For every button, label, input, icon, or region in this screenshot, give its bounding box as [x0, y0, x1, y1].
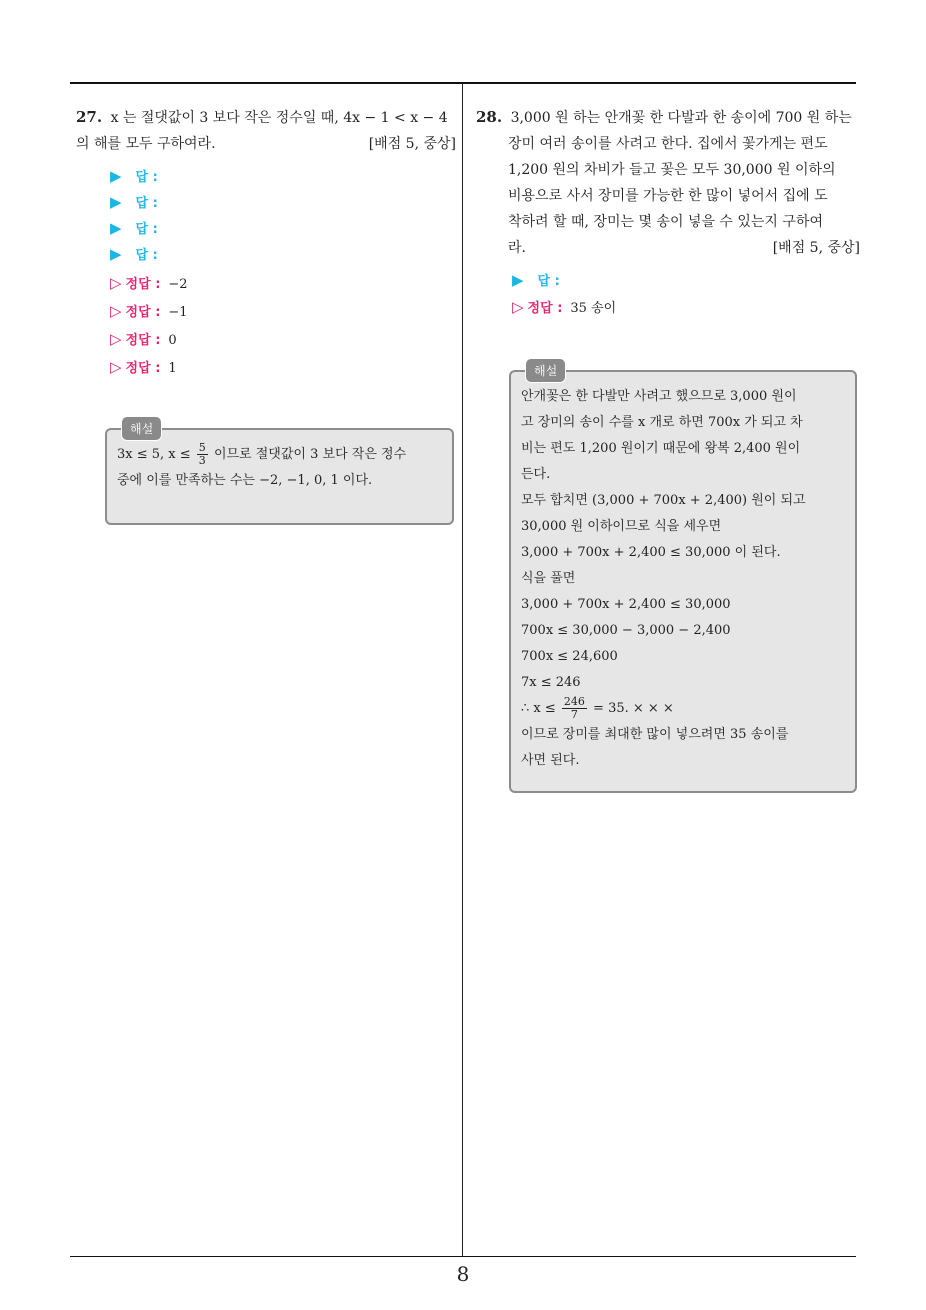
filled-triangle-icon: ▶	[110, 219, 122, 237]
page-number: 8	[456, 1262, 470, 1286]
explanation-line: 식을 풀면	[521, 571, 576, 586]
question-text-line: 의 해를 모두 구하여라.	[76, 136, 216, 152]
fraction	[197, 442, 208, 467]
answer-list	[512, 267, 860, 293]
explanation-text: 이므로 절댓값이 3 보다 작은 정수	[213, 447, 407, 462]
solution-value: 1	[168, 361, 177, 376]
explanation-line	[117, 442, 442, 468]
filled-triangle-icon: ▶	[110, 167, 122, 185]
solution-label: 정답 :	[527, 301, 563, 316]
explanation-line: 모두 합치면 (3,000 + 700x + 2,400) 원이 되고	[521, 493, 806, 508]
explanation-tag: 해설	[121, 416, 162, 441]
filled-triangle-icon: ▶	[110, 245, 122, 263]
outline-triangle-icon: ▷	[110, 358, 122, 376]
outline-triangle-icon: ▷	[110, 274, 122, 292]
outline-triangle-icon: ▷	[110, 302, 122, 320]
score-meta: [배점 5, 중상]	[368, 136, 456, 152]
answer-row	[512, 267, 860, 293]
solution-value: −2	[168, 277, 188, 292]
question-text-line: 비용으로 사서 장미를 가능한 한 많이 넣어서 집에 도	[508, 188, 828, 204]
question-27	[76, 104, 456, 381]
score-meta: [배점 5, 중상]	[772, 240, 860, 256]
answer-row	[110, 163, 456, 189]
explanation-text: = 35. × × ×	[593, 701, 674, 716]
explanation-line: 700x ≤ 24,600	[521, 649, 618, 664]
question-text-line: x 는 절댓값이 3 보다 작은 정수일 때, 4x − 1 < x − 4	[110, 110, 448, 126]
explanation-line: 7x ≤ 246	[521, 675, 581, 690]
fraction-numerator: 246	[563, 695, 585, 708]
explanation-line: 이므로 장미를 최대한 많이 넣으려면 35 송이를	[521, 727, 789, 742]
explanation-line: 중에 이를 만족하는 수는 −2, −1, 0, 1 이다.	[117, 473, 373, 488]
explanation-line	[521, 696, 845, 722]
column-divider	[462, 84, 463, 1256]
answer-row	[110, 215, 456, 241]
answer-label: 답 :	[135, 196, 158, 211]
explanation-line: 비는 편도 1,200 원이기 때문에 왕복 2,400 원이	[521, 441, 801, 456]
outline-triangle-icon: ▷	[110, 330, 122, 348]
explanation-line: 30,000 원 이하이므로 식을 세우면	[521, 519, 722, 534]
explanation-line: 3,000 + 700x + 2,400 ≤ 30,000 이 된다.	[521, 545, 781, 560]
explanation-line: 안개꽃은 한 다발만 사려고 했으므로 3,000 원이	[521, 389, 797, 404]
question-text-line: 착하려 할 때, 장미는 몇 송이 넣을 수 있는지 구하여	[508, 214, 823, 230]
explanation-box-28	[509, 364, 857, 793]
explanation-line: 고 장미의 송이 수를 x 개로 하면 700x 가 되고 차	[521, 415, 803, 430]
solution-label: 정답 :	[125, 333, 161, 348]
filled-triangle-icon: ▶	[512, 271, 524, 289]
solution-list	[110, 269, 456, 381]
answer-label: 답 :	[135, 248, 158, 263]
question-number: 28.	[476, 108, 503, 126]
explanation-text: 3x ≤ 5, x ≤	[117, 447, 191, 462]
solution-label: 정답 :	[125, 305, 161, 320]
answer-label: 답 :	[135, 222, 158, 237]
fraction-denominator: 7	[570, 708, 578, 721]
footer-rule	[70, 1256, 856, 1257]
solution-value: 0	[168, 333, 177, 348]
question-text-line: 장미 여러 송이를 사려고 한다. 집에서 꽃가게는 편도	[508, 136, 828, 152]
solution-row	[110, 325, 456, 353]
answer-row	[110, 189, 456, 215]
solution-label: 정답 :	[125, 361, 161, 376]
filled-triangle-icon: ▶	[110, 193, 122, 211]
solution-row	[110, 353, 456, 381]
fraction	[562, 696, 587, 721]
question-text-line: 1,200 원의 차비가 들고 꽃은 모두 30,000 원 이하의	[508, 162, 836, 178]
solution-row	[512, 293, 860, 321]
question-text-line: 3,000 원 하는 안개꽃 한 다발과 한 송이에 700 원 하는	[510, 110, 852, 126]
explanation-line: 사면 된다.	[521, 753, 580, 768]
fraction-numerator: 5	[198, 441, 206, 454]
solution-value: −1	[168, 305, 188, 320]
question-number: 27.	[76, 108, 103, 126]
explanation-text: ∴ x ≤	[521, 701, 556, 716]
outline-triangle-icon: ▷	[512, 298, 524, 316]
fraction-denominator: 3	[198, 454, 206, 467]
answer-label: 답 :	[537, 274, 560, 289]
question-28	[476, 104, 860, 321]
answer-label: 답 :	[135, 170, 158, 185]
solution-label: 정답 :	[125, 277, 161, 292]
explanation-tag: 해설	[525, 358, 566, 383]
solution-row	[110, 297, 456, 325]
question-27-text	[76, 104, 456, 157]
explanation-line: 3,000 + 700x + 2,400 ≤ 30,000	[521, 597, 731, 612]
question-text-line: 라.	[508, 240, 526, 256]
solution-row	[110, 269, 456, 297]
explanation-line: 든다.	[521, 467, 551, 482]
question-28-text	[476, 104, 860, 261]
header-rule	[70, 82, 856, 84]
explanation-line: 700x ≤ 30,000 − 3,000 − 2,400	[521, 623, 731, 638]
answer-row	[110, 241, 456, 267]
solution-value: 35 송이	[570, 301, 617, 316]
explanation-box-27	[105, 422, 454, 525]
answer-list	[110, 163, 456, 267]
solution-list	[512, 293, 860, 321]
